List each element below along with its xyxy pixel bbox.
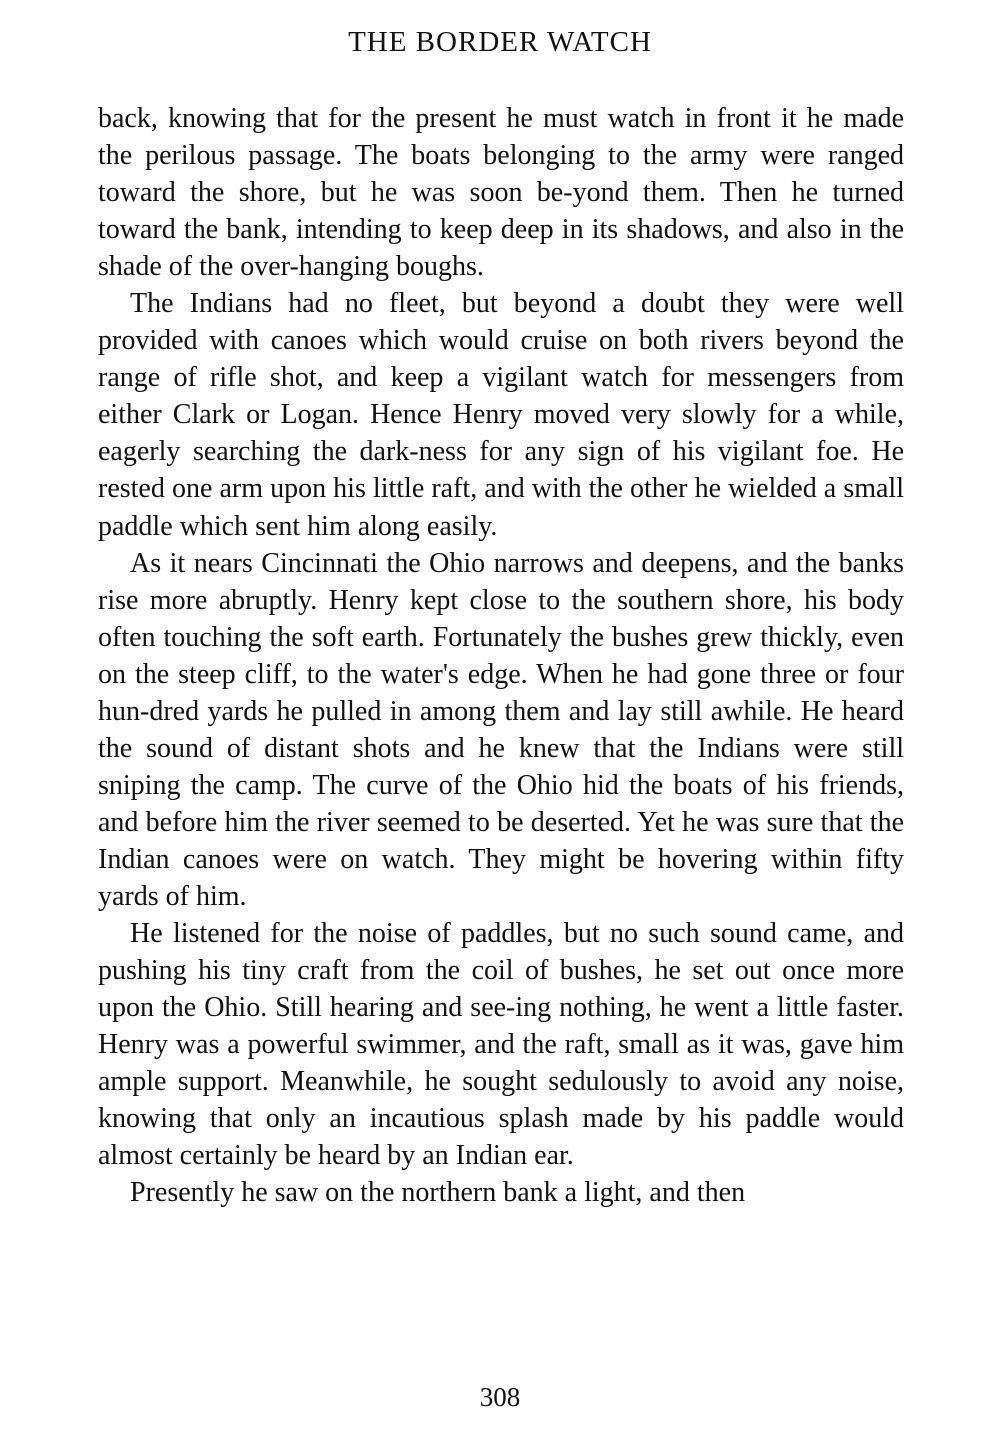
paragraph: He listened for the noise of paddles, but no such sound came, and pushing his tiny craft from the coil of bushes, he set out once more upon the Ohio. Still hearing and see-ing nothing, he went a little faster. Henry was a powerful swimmer, and the raft, small as it was, gave him ample support. Meanwhile, he sought sedulously to avoid any noise, knowing that only an incautious splash made by his paddle would almost certainly be heard by an Indian ear. <box>98 918 904 1172</box>
running-head: THE BORDER WATCH <box>348 26 652 58</box>
body-text <box>98 100 904 1211</box>
paragraph: The Indians had no fleet, but beyond a doubt they were well provided with canoes which would cruise on both rivers beyond the range of rifle shot, and keep a vigilant watch for messengers from either Clark or Logan. Hence Henry moved very slowly for a while, eagerly searching the dark-ness for any sign of his vigilant foe. He rested one arm upon his little raft, and with the other he wielded a small paddle which sent him along easily. <box>98 288 904 542</box>
paragraph: back, knowing that for the present he must watch in front it he made the perilous passage. The boats belonging to the army were ranged toward the shore, but he was soon be-yond them. Then he turned toward the bank, intending to keep deep in its shadows, and also in the shade of the over-hanging boughs. <box>98 103 904 283</box>
paragraph: As it nears Cincinnati the Ohio narrows and deepens, and the banks rise more abruptly. Henry kept close to the southern shore, his body often touching the soft earth. Fortunately the bushes grew thickly, even on the steep cliff, to the water's edge. When he had gone three or four hun-dred yards he pulled in among them and lay still awhile. He heard the sound of distant shots and he knew that the Indians were still sniping the camp. The curve of the Ohio hid the boats of his friends, and before him the river seemed to be deserted. Yet he was sure that the Indian canoes were on watch. They might be hovering within fifty yards of him. <box>98 547 904 912</box>
paragraph: Presently he saw on the northern bank a light, and then <box>130 1177 746 1209</box>
page-number: 308 <box>479 1382 521 1412</box>
